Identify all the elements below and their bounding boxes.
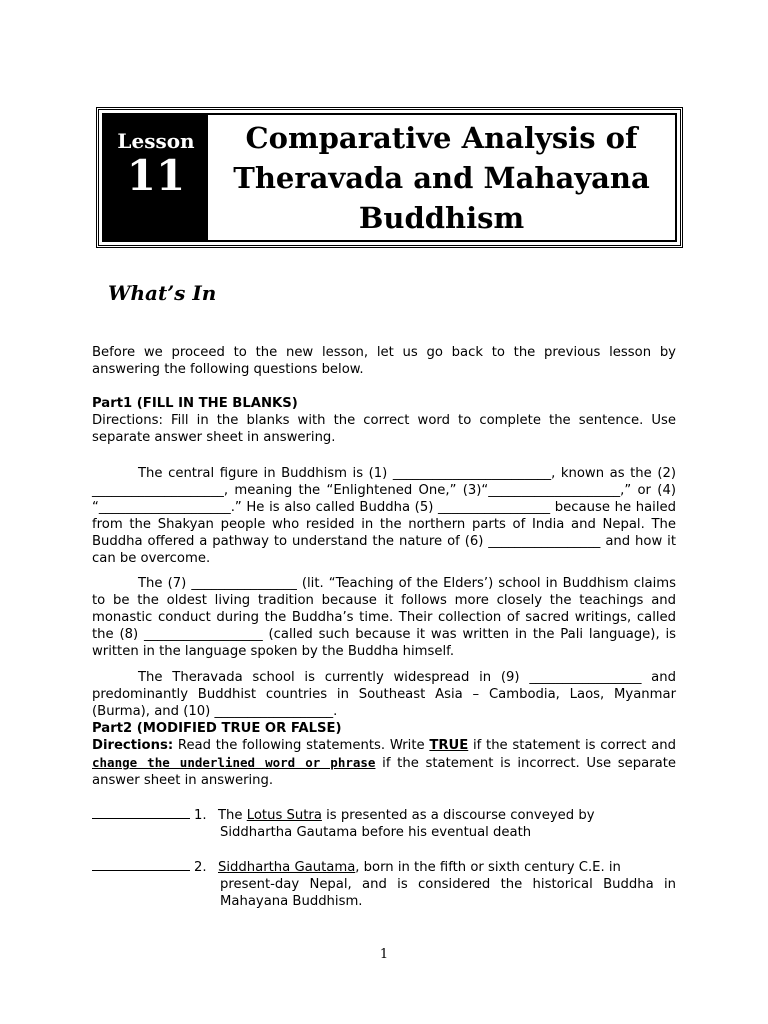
intro-paragraph: Before we proceed to the new lesson, let us go back to the previous lesson by answering the following questions below.	[92, 345, 676, 377]
title-line-1: Comparative Analysis of	[245, 120, 638, 155]
lesson-header	[96, 107, 683, 248]
question-text: is presented as a discourse conveyed by	[321, 808, 595, 823]
question-text: , born in the fifth or sixth century C.E. in	[355, 860, 621, 875]
question-number: 2.	[194, 860, 207, 875]
directions-label: Directions:	[92, 738, 174, 753]
question-continuation: present-day Nepal, and is considered the historical Buddha in Mahayana Buddhism.	[220, 877, 676, 909]
part1-paragraph-3: The Theravada school is currently widespread in (9) _________________ and predominantly Buddhist countries in Southeast Asia – Cambodia, Laos, Myanmar (Burma), and (10) __________________.	[92, 670, 676, 719]
directions-text-a: Read the following statements. Write	[173, 738, 430, 753]
title-line-2: Theravada and Mahayana	[233, 160, 650, 195]
underlined-phrase: Siddhartha Gautama	[218, 860, 356, 875]
question-item	[92, 858, 676, 910]
underlined-phrase: Lotus Sutra	[246, 808, 322, 823]
section-heading: What’s In	[108, 281, 217, 305]
question-number: 1.	[194, 808, 207, 823]
part1-paragraph-1: The central figure in Buddhism is (1) ________________________, known as the (2) ____________________, meaning the “Enlightened One,” (3)“____________________,” or (4) “____________________.” He is also called Buddha (5) _________________ because he hailed from the Shakyan people who resided in the northern parts of India and Nepal. The Buddha offered a pathway to understand the nature of (6) _________________ and how it can be overcome.	[92, 466, 676, 566]
answer-blank[interactable]	[92, 806, 190, 819]
true-keyword: TRUE	[429, 738, 469, 753]
part2-heading: Part2 (MODIFIED TRUE OR FALSE)	[92, 721, 342, 736]
lesson-header-inner	[102, 113, 677, 242]
directions-text-b: if the statement is correct and	[468, 738, 676, 753]
question-continuation: Siddhartha Gautama before his eventual death	[220, 825, 532, 840]
lesson-badge	[104, 115, 208, 240]
lesson-title	[208, 115, 675, 240]
lesson-label: Lesson	[117, 129, 195, 153]
question-text: The	[218, 808, 247, 823]
answer-blank[interactable]	[92, 858, 190, 871]
directions-text-c: if the statement is incorrect. Use separate answer sheet in answering.	[92, 756, 676, 788]
change-underlined-keyword: change the underlined word or phrase	[92, 755, 376, 770]
lesson-number: 11	[126, 151, 186, 200]
part1-directions: Directions: Fill in the blanks with the correct word to complete the sentence. Use separate answer sheet in answering.	[92, 413, 676, 445]
part1-paragraph-2: The (7) ________________ (lit. “Teaching of the Elders’) school in Buddhism claims to be the oldest living tradition because it follows more closely the teachings and monastic conduct during the Buddha’s time. Their collection of sacred writings, called the (8) __________________ (called such because it was written in the Pali language), is written in the language spoken by the Buddha himself.	[92, 576, 676, 659]
part1-heading: Part1 (FILL IN THE BLANKS)	[92, 396, 298, 411]
page-number: 1	[379, 947, 389, 962]
part2-directions	[92, 737, 676, 789]
question-item	[92, 806, 676, 841]
title-line-3: Buddhism	[358, 200, 525, 235]
